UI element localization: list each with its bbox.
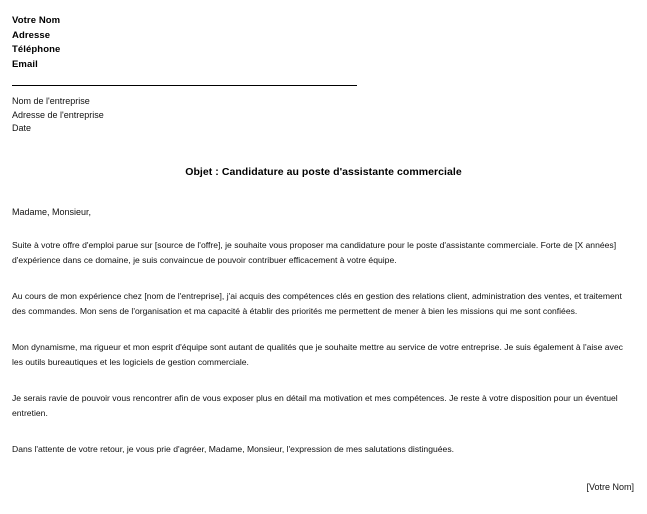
letter-salutation: Madame, Monsieur, xyxy=(12,206,92,217)
recipient-line-address: Adresse de l'entreprise xyxy=(12,109,104,120)
recipient-address-block xyxy=(12,95,635,136)
letter-signature: [Votre Nom] xyxy=(586,482,634,492)
letter-paragraph-4: Je serais ravie de pouvoir vous rencontrer afin de vous exposer plus en détail ma motivation et mes compétences. Je reste à votre disposition pour un éventuel entretien. xyxy=(12,392,618,418)
letter-paragraph-2: Au cours de mon expérience chez [nom de l'entreprise], j'ai acquis des compétences clés en gestion des relations client, administration des ventes, et traitement des commandes. Mon sens de l'organisation et ma capacité à établir des priorités me permettent de mener à bien les missions qui me sont confiées. xyxy=(12,290,622,316)
letter-subject: Objet : Candidature au poste d'assistante commerciale xyxy=(185,165,462,178)
letter-paragraph-1: Suite à votre offre d'emploi parue sur [source de l'offre], je souhaite vous proposer ma candidature pour le poste d'assistante commerciale. Forte de [X années] d'expérience dans ce domaine, je suis convaincue de pouvoir contribuer efficacement à votre équipe. xyxy=(12,239,617,265)
sender-address-block xyxy=(12,14,635,72)
recipient-line-company: Nom de l'entreprise xyxy=(12,96,90,106)
sender-line-email: Email xyxy=(12,58,38,70)
letter-paragraph-5: Dans l'attente de votre retour, je vous prie d'agréer, Madame, Monsieur, l'expression de mes salutations distinguées. xyxy=(12,443,455,454)
letter-paragraph-3: Mon dynamisme, ma rigueur et mon esprit d'équipe sont autant de qualités que je souhaite mettre au service de votre entreprise. Je suis également à l'aise avec les outils bureautiques et les logiciels de gestion commerciale. xyxy=(12,341,623,367)
sender-line-name: Votre Nom xyxy=(12,15,61,26)
sender-line-address: Adresse xyxy=(12,29,51,41)
sender-line-phone: Téléphone xyxy=(12,44,61,55)
recipient-line-date: Date xyxy=(12,123,32,133)
horizontal-divider xyxy=(12,85,357,86)
